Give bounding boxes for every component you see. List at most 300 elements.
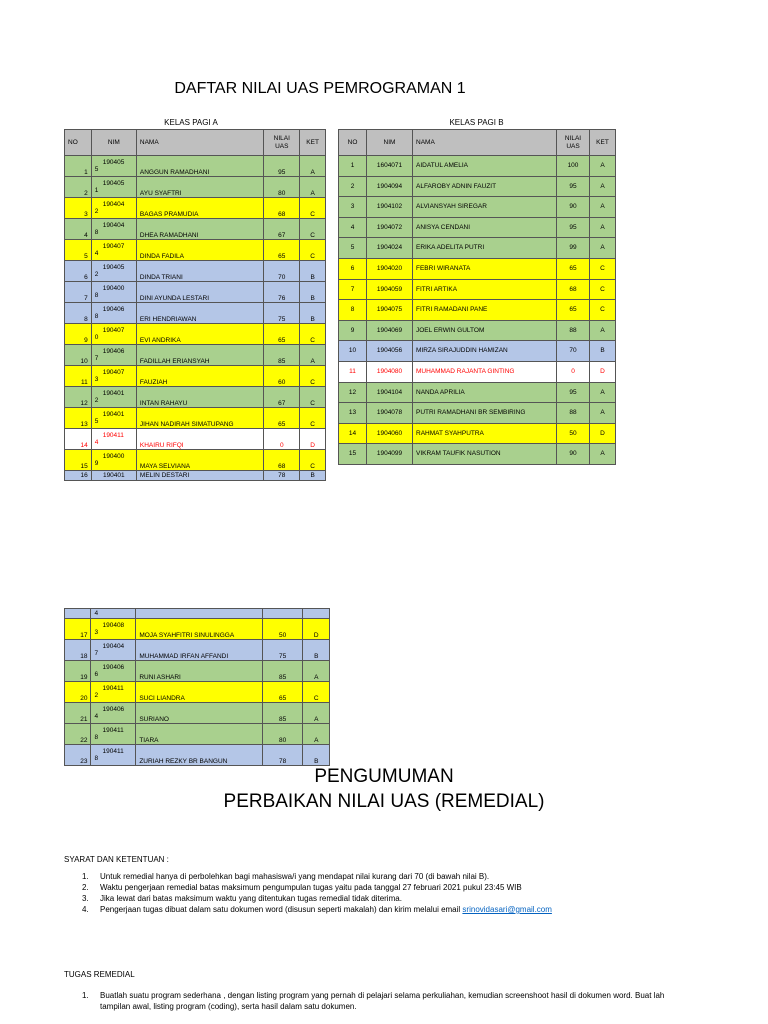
grade-value: 90 bbox=[557, 444, 590, 465]
table-row bbox=[339, 258, 616, 279]
list-number: 4. bbox=[82, 905, 89, 914]
grade-letter: A bbox=[300, 177, 326, 198]
table-row bbox=[65, 471, 326, 481]
nim-part-1: 190404 bbox=[102, 221, 125, 229]
row-no: 8 bbox=[65, 303, 92, 324]
row-no: 8 bbox=[339, 300, 367, 321]
nim-cell: 1904020 bbox=[367, 258, 413, 279]
col-ket: KET bbox=[300, 130, 326, 156]
nim-part-2: 7 bbox=[94, 355, 99, 362]
grade-letter: C bbox=[300, 324, 326, 345]
nim-cell: 1904059 bbox=[367, 279, 413, 300]
grade-letter: C bbox=[303, 682, 330, 703]
nim-part-2: 6 bbox=[94, 671, 99, 678]
student-name: JOEL ERWIN GULTOM bbox=[413, 320, 557, 341]
grade-value: 65 bbox=[262, 682, 303, 703]
list-text: Untuk remedial hanya di perbolehkan bagi mahasiswa/i yang mendapat nilai kurang dari 70 (di bawah nilai B). bbox=[100, 872, 490, 881]
student-name: EVI ANDRIKA bbox=[136, 324, 263, 345]
table-row bbox=[65, 661, 330, 682]
nim-cell: 1904099 bbox=[367, 444, 413, 465]
list-item bbox=[82, 904, 642, 915]
table-row bbox=[65, 219, 326, 240]
student-name: ANISYA CENDANI bbox=[413, 217, 557, 238]
nim-part-1: 190411 bbox=[102, 684, 124, 692]
nim-part-1: 190411 bbox=[102, 747, 124, 755]
table-row bbox=[65, 640, 330, 661]
nim-cell: 1904080 bbox=[367, 361, 413, 382]
student-name: RAHMAT SYAHPUTRA bbox=[413, 423, 557, 444]
nim-part-1: 190406 bbox=[102, 305, 125, 313]
student-name: FADILLAH ERIANSYAH bbox=[136, 345, 263, 366]
grade-value: 68 bbox=[264, 450, 300, 471]
nim-cell: 4 bbox=[91, 609, 136, 619]
nim-cell: 1904024 bbox=[367, 238, 413, 259]
row-no: 15 bbox=[339, 444, 367, 465]
table-row bbox=[65, 682, 330, 703]
table-row bbox=[65, 261, 326, 282]
student-name: DINDA TRIANI bbox=[136, 261, 263, 282]
grade-value: 88 bbox=[557, 403, 590, 424]
row-no: 13 bbox=[339, 403, 367, 424]
table-row bbox=[339, 361, 616, 382]
nim-part-2: 0 bbox=[94, 334, 99, 341]
nim-part-2: 8 bbox=[94, 734, 99, 741]
grade-letter: C bbox=[300, 240, 326, 261]
grade-value: 65 bbox=[264, 408, 300, 429]
announcement-subtitle: PERBAIKAN NILAI UAS (REMEDIAL) bbox=[223, 791, 545, 812]
nim-part-1: 190405 bbox=[102, 263, 125, 271]
row-no: 12 bbox=[65, 387, 92, 408]
student-name: DINI AYUNDA LESTARI bbox=[136, 282, 263, 303]
grade-letter: A bbox=[590, 444, 616, 465]
grade-letter: B bbox=[300, 261, 326, 282]
grade-value: 60 bbox=[264, 366, 300, 387]
nim-cell bbox=[91, 240, 136, 261]
grade-value: 65 bbox=[557, 258, 590, 279]
nim-part-1: 190407 bbox=[102, 368, 125, 376]
terms-heading: SYARAT DAN KETENTUAN : bbox=[64, 855, 169, 864]
table-row bbox=[65, 240, 326, 261]
nim-part-1: 190401 bbox=[102, 410, 125, 418]
nim-part-2: 2 bbox=[94, 397, 99, 404]
row-no: 1 bbox=[65, 156, 92, 177]
row-no: 14 bbox=[339, 423, 367, 444]
row-no: 5 bbox=[339, 238, 367, 259]
grade-letter: B bbox=[590, 341, 616, 362]
row-no: 11 bbox=[339, 361, 367, 382]
nim-part-2: 7 bbox=[94, 650, 99, 657]
row-no: 15 bbox=[65, 450, 92, 471]
student-name: FITRI ARTIKA bbox=[413, 279, 557, 300]
table-row bbox=[65, 345, 326, 366]
list-item bbox=[82, 990, 687, 1012]
nim-part-1: 190411 bbox=[102, 726, 124, 734]
table-row bbox=[339, 382, 616, 403]
grade-letter: A bbox=[300, 156, 326, 177]
nim-cell bbox=[91, 429, 136, 450]
grade-value: 78 bbox=[262, 745, 303, 766]
grade-value: 95 bbox=[557, 382, 590, 403]
grade-letter: C bbox=[300, 198, 326, 219]
list-text: Jika lewat dari batas maksimum waktu yang ditentukan tugas remedial tidak diterima. bbox=[100, 894, 402, 903]
student-name: VIKRAM TAUFIK NASUTION bbox=[413, 444, 557, 465]
col-nama: NAMA bbox=[136, 130, 263, 156]
table-row bbox=[339, 444, 616, 465]
grade-letter: A bbox=[303, 724, 330, 745]
col-nama: NAMA bbox=[413, 130, 557, 156]
nim-cell bbox=[91, 261, 136, 282]
table-row bbox=[65, 156, 326, 177]
table-row bbox=[65, 387, 326, 408]
table-row bbox=[339, 300, 616, 321]
student-name: ERIKA ADELITA PUTRI bbox=[413, 238, 557, 259]
student-name: INTAN RAHAYU bbox=[136, 387, 263, 408]
nim-part-1: 190406 bbox=[102, 663, 125, 671]
student-name: JIHAN NADIRAH SIMATUPANG bbox=[136, 408, 263, 429]
nim-part-2: 8 bbox=[94, 313, 99, 320]
grade-letter: A bbox=[300, 345, 326, 366]
nim-cell bbox=[91, 177, 136, 198]
nim-cell bbox=[91, 282, 136, 303]
list-number: 3. bbox=[82, 894, 89, 903]
nim-part-1: 190404 bbox=[102, 200, 125, 208]
row-no: 6 bbox=[339, 258, 367, 279]
table-row bbox=[65, 429, 326, 450]
grade-value: 76 bbox=[264, 282, 300, 303]
table-row bbox=[339, 320, 616, 341]
table-row bbox=[339, 341, 616, 362]
announcement-title: PENGUMUMAN bbox=[314, 766, 454, 787]
grade-value: 67 bbox=[264, 387, 300, 408]
grade-value: 90 bbox=[557, 197, 590, 218]
class-a-table bbox=[64, 129, 326, 481]
grade-value: 68 bbox=[557, 279, 590, 300]
nim-part-2: 2 bbox=[94, 271, 99, 278]
grade-value: 50 bbox=[557, 423, 590, 444]
col-no: NO bbox=[65, 130, 92, 156]
row-no: 2 bbox=[65, 177, 92, 198]
nim-cell bbox=[91, 661, 136, 682]
nim-part-1: 190405 bbox=[102, 179, 125, 187]
nim-cell bbox=[91, 303, 136, 324]
row-no: 6 bbox=[65, 261, 92, 282]
list-text: Waktu pengerjaan remedial batas maksimum pengumpulan tugas yaitu pada tanggal 27 februari 2021 pukul 23:45 WIB bbox=[100, 883, 522, 892]
table-row bbox=[65, 609, 330, 619]
grade-letter: A bbox=[303, 703, 330, 724]
student-name: AYU SYAFTRI bbox=[136, 177, 263, 198]
grade-letter: B bbox=[300, 282, 326, 303]
nim-cell: 1904078 bbox=[367, 403, 413, 424]
grade-value: 85 bbox=[264, 345, 300, 366]
row-no: 7 bbox=[65, 282, 92, 303]
nim-part-2: 8 bbox=[94, 292, 99, 299]
list-number: 2. bbox=[82, 883, 89, 892]
grade-value: 67 bbox=[264, 219, 300, 240]
row-no: 19 bbox=[65, 661, 91, 682]
table-row bbox=[65, 408, 326, 429]
nim-part-1: 190401 bbox=[102, 389, 125, 397]
grade-value: 99 bbox=[557, 238, 590, 259]
grade-value: 85 bbox=[262, 661, 303, 682]
table-row bbox=[65, 198, 326, 219]
nim-part-2: 4 bbox=[94, 439, 99, 446]
grade-value: 78 bbox=[264, 471, 300, 481]
nim-cell bbox=[91, 345, 136, 366]
nim-cell: 190401 bbox=[91, 471, 136, 481]
nim-cell bbox=[91, 366, 136, 387]
table-row bbox=[65, 703, 330, 724]
student-name: MUHAMMAD IRFAN AFFANDI bbox=[136, 640, 262, 661]
grade-letter: B bbox=[300, 471, 326, 481]
table-row bbox=[65, 450, 326, 471]
student-name: SUCI LIANDRA bbox=[136, 682, 262, 703]
student-name: MELIN DESTARI bbox=[136, 471, 263, 481]
page-title: DAFTAR NILAI UAS PEMROGRAMAN 1 bbox=[174, 80, 466, 97]
student-name: SURIANO bbox=[136, 703, 262, 724]
nim-cell bbox=[91, 745, 136, 766]
nim-part-1: 190408 bbox=[102, 621, 125, 629]
nim-part-2: 3 bbox=[94, 629, 99, 636]
table-row bbox=[65, 619, 330, 640]
grade-letter: C bbox=[300, 450, 326, 471]
student-name: ANGGUN RAMADHANI bbox=[136, 156, 263, 177]
grade-letter: A bbox=[590, 156, 616, 177]
row-no: 3 bbox=[65, 198, 92, 219]
student-name: AIDATUL AMELIA bbox=[413, 156, 557, 177]
nim-cell: 1904056 bbox=[367, 341, 413, 362]
table-row bbox=[65, 366, 326, 387]
student-name: PUTRI RAMADHANI BR SEMBIRING bbox=[413, 403, 557, 424]
list-item bbox=[82, 871, 642, 882]
row-no: 5 bbox=[65, 240, 92, 261]
grade-value: 95 bbox=[557, 176, 590, 197]
nim-cell: 1904075 bbox=[367, 300, 413, 321]
grade-letter: A bbox=[590, 320, 616, 341]
grade-letter: B bbox=[303, 745, 330, 766]
class-a-label: KELAS PAGI A bbox=[164, 118, 218, 127]
row-no: 11 bbox=[65, 366, 92, 387]
row-no: 13 bbox=[65, 408, 92, 429]
grade-letter: C bbox=[300, 387, 326, 408]
nim-part-1: 190400 bbox=[102, 452, 125, 460]
nim-part-2: 1 bbox=[94, 187, 99, 194]
nim-part-1: 190407 bbox=[102, 326, 125, 334]
terms-list bbox=[82, 871, 642, 915]
nim-cell bbox=[91, 408, 136, 429]
student-name: ZURIAH REZKY BR BANGUN bbox=[136, 745, 262, 766]
student-name: MAYA SELVIANA bbox=[136, 450, 263, 471]
nim-part-1: 190411 bbox=[102, 431, 124, 439]
class-b-label: KELAS PAGI B bbox=[449, 118, 504, 127]
grade-value: 50 bbox=[262, 619, 303, 640]
grade-letter: B bbox=[300, 303, 326, 324]
nim-cell bbox=[91, 324, 136, 345]
row-no: 4 bbox=[65, 219, 92, 240]
row-no: 2 bbox=[339, 176, 367, 197]
row-no: 7 bbox=[339, 279, 367, 300]
grade-letter: C bbox=[300, 366, 326, 387]
nim-cell bbox=[91, 724, 136, 745]
table-row bbox=[65, 724, 330, 745]
table-row bbox=[339, 176, 616, 197]
nim-part-2: 8 bbox=[94, 229, 99, 236]
student-name: RUNI ASHARI bbox=[136, 661, 262, 682]
class-b-table bbox=[338, 129, 616, 465]
table-row bbox=[339, 156, 616, 177]
student-name: NANDA APRILIA bbox=[413, 382, 557, 403]
nim-part-2: 2 bbox=[94, 208, 99, 215]
nim-part-2: 2 bbox=[94, 692, 99, 699]
table-row bbox=[339, 217, 616, 238]
grade-letter: A bbox=[590, 403, 616, 424]
nim-part-2: 8 bbox=[94, 755, 99, 762]
col-nim: NIM bbox=[91, 130, 136, 156]
grade-letter: C bbox=[590, 300, 616, 321]
row-no: 1 bbox=[339, 156, 367, 177]
grade-value: 85 bbox=[262, 703, 303, 724]
list-item bbox=[82, 893, 642, 904]
nim-part-2: 4 bbox=[94, 250, 99, 257]
grade-letter: D bbox=[300, 429, 326, 450]
grade-value: 95 bbox=[557, 217, 590, 238]
student-name: MOJA SYAHFITRI SINULINGGA bbox=[136, 619, 262, 640]
nim-part-1: 190406 bbox=[102, 705, 125, 713]
row-no: 12 bbox=[339, 382, 367, 403]
row-no: 3 bbox=[339, 197, 367, 218]
grade-letter: A bbox=[590, 238, 616, 259]
grade-value: 0 bbox=[557, 361, 590, 382]
nim-cell bbox=[91, 219, 136, 240]
student-name: FAUZIAH bbox=[136, 366, 263, 387]
table-row bbox=[65, 177, 326, 198]
nim-part-1: 190407 bbox=[102, 242, 125, 250]
row-no: 16 bbox=[65, 471, 92, 481]
row-no: 20 bbox=[65, 682, 91, 703]
row-no: 18 bbox=[65, 640, 91, 661]
nim-part-1: 190405 bbox=[102, 158, 125, 166]
class-a-continued-table bbox=[64, 608, 330, 766]
list-text: Buatlah suatu program sederhana , dengan listing program yang pernah di pelajari selama perkuliahan, kemudian screenshoot hasil di dokumen word. Buat lah tampilan awal, listing program (coding), serta hasil dalam satu dokumen. bbox=[100, 991, 665, 1011]
nim-cell bbox=[91, 640, 136, 661]
nim-part-2: 3 bbox=[94, 376, 99, 383]
row-no: 10 bbox=[65, 345, 92, 366]
col-nilai-uas: NILAI UAS bbox=[264, 130, 300, 156]
list-number: 1. bbox=[82, 991, 89, 1000]
row-no: 14 bbox=[65, 429, 92, 450]
grade-letter: A bbox=[303, 661, 330, 682]
grade-value: 75 bbox=[262, 640, 303, 661]
nim-part-2: 4 bbox=[94, 713, 99, 720]
grade-value: 80 bbox=[264, 177, 300, 198]
grade-letter: D bbox=[590, 423, 616, 444]
row-no: 4 bbox=[339, 217, 367, 238]
nim-part-1: 190404 bbox=[102, 642, 125, 650]
table-row bbox=[339, 238, 616, 259]
nim-cell: 1904069 bbox=[367, 320, 413, 341]
nim-part-2: 5 bbox=[94, 418, 99, 425]
email-link[interactable]: srinovidasari@gmail.com bbox=[462, 905, 552, 914]
list-text: Pengerjaan tugas dibuat dalam satu dokumen word (disusun seperti makalah) dan kirim melalui email bbox=[100, 905, 463, 914]
list-item bbox=[82, 882, 642, 893]
table-row bbox=[65, 324, 326, 345]
nim-cell: 1904102 bbox=[367, 197, 413, 218]
col-ket: KET bbox=[590, 130, 616, 156]
grade-value: 75 bbox=[264, 303, 300, 324]
grade-value: 95 bbox=[264, 156, 300, 177]
col-nim: NIM bbox=[367, 130, 413, 156]
grade-letter: C bbox=[300, 219, 326, 240]
grade-value: 100 bbox=[557, 156, 590, 177]
nim-cell bbox=[91, 703, 136, 724]
student-name: TIARA bbox=[136, 724, 262, 745]
col-nilai-uas: NILAI UAS bbox=[557, 130, 590, 156]
nim-cell: 1904060 bbox=[367, 423, 413, 444]
nim-cell bbox=[91, 619, 136, 640]
row-no: 17 bbox=[65, 619, 91, 640]
nim-cell: 1604071 bbox=[367, 156, 413, 177]
table-row bbox=[65, 303, 326, 324]
nim-cell: 1904094 bbox=[367, 176, 413, 197]
grade-letter: C bbox=[590, 258, 616, 279]
nim-cell bbox=[91, 156, 136, 177]
grade-value: 65 bbox=[264, 324, 300, 345]
grade-letter: D bbox=[303, 619, 330, 640]
row-no: 22 bbox=[65, 724, 91, 745]
grade-letter: B bbox=[303, 640, 330, 661]
grade-letter: A bbox=[590, 217, 616, 238]
grade-letter: D bbox=[590, 361, 616, 382]
grade-letter: A bbox=[590, 176, 616, 197]
row-no: 21 bbox=[65, 703, 91, 724]
grade-letter: C bbox=[590, 279, 616, 300]
table-row bbox=[339, 279, 616, 300]
row-no: 9 bbox=[339, 320, 367, 341]
grade-value: 68 bbox=[264, 198, 300, 219]
nim-part-2: 9 bbox=[94, 460, 99, 467]
student-name: DHEA RAMADHANI bbox=[136, 219, 263, 240]
student-name: KHAIRU RIFQI bbox=[136, 429, 263, 450]
grade-value: 0 bbox=[264, 429, 300, 450]
grade-value: 65 bbox=[557, 300, 590, 321]
student-name: ERI HENDRIAWAN bbox=[136, 303, 263, 324]
nim-cell: 1904072 bbox=[367, 217, 413, 238]
grade-value: 88 bbox=[557, 320, 590, 341]
tasks-list bbox=[82, 990, 687, 1012]
nim-part-1: 190400 bbox=[102, 284, 125, 292]
table-row bbox=[65, 282, 326, 303]
student-name: ALVIANSYAH SIREGAR bbox=[413, 197, 557, 218]
grade-letter: A bbox=[590, 197, 616, 218]
table-row bbox=[339, 197, 616, 218]
grade-letter: C bbox=[300, 408, 326, 429]
nim-cell bbox=[91, 682, 136, 703]
table-row bbox=[65, 745, 330, 766]
grade-value: 70 bbox=[264, 261, 300, 282]
student-name: BAGAS PRAMUDIA bbox=[136, 198, 263, 219]
student-name: FEBRI WIRANATA bbox=[413, 258, 557, 279]
nim-cell bbox=[91, 198, 136, 219]
student-name: MIRZA SIRAJUDDIN HAMIZAN bbox=[413, 341, 557, 362]
table-row bbox=[339, 423, 616, 444]
row-no: 9 bbox=[65, 324, 92, 345]
tasks-heading: TUGAS REMEDIAL bbox=[64, 970, 135, 979]
nim-part-2: 5 bbox=[94, 166, 99, 173]
col-no: NO bbox=[339, 130, 367, 156]
row-no: 23 bbox=[65, 745, 91, 766]
nim-cell bbox=[91, 450, 136, 471]
grade-letter: A bbox=[590, 382, 616, 403]
nim-cell bbox=[91, 387, 136, 408]
